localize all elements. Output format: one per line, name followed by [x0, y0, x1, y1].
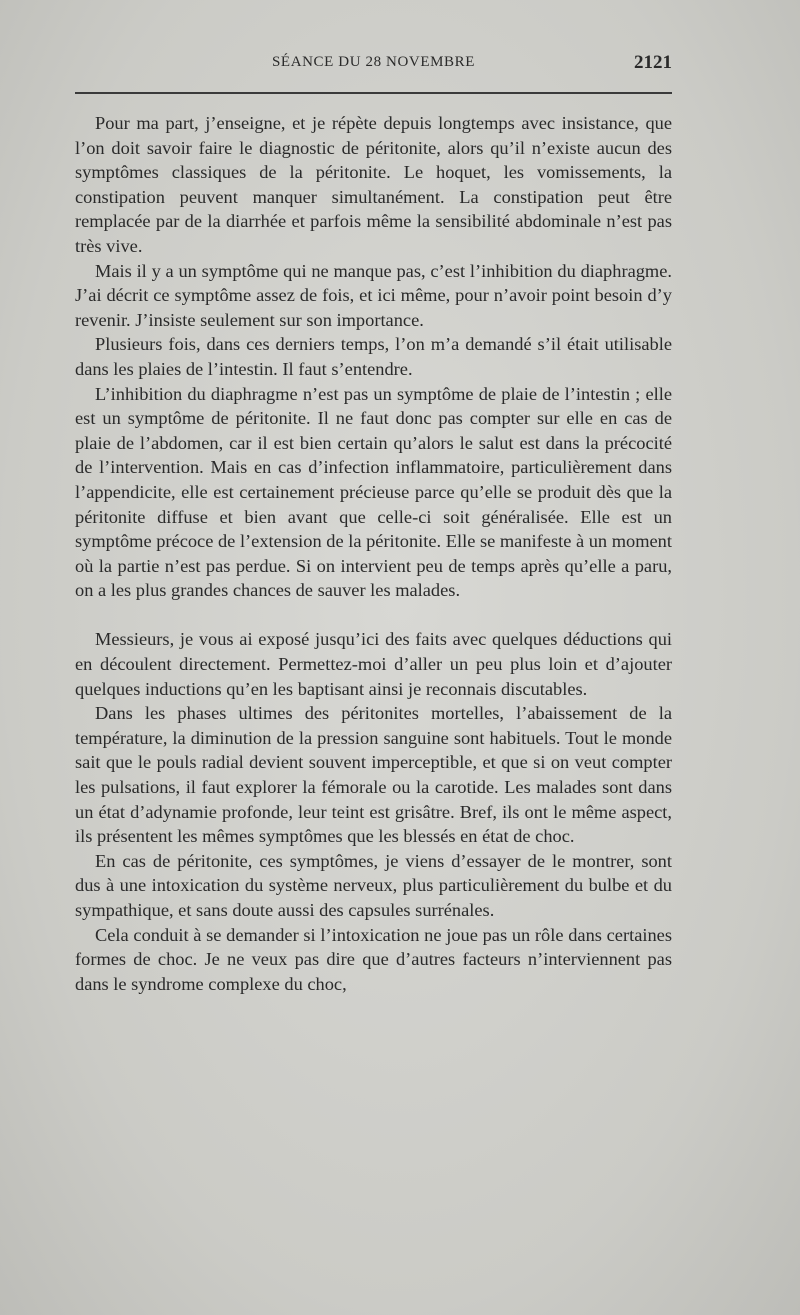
paragraph: En cas de péritonite, ces symptômes, je viens d’essayer de le montrer, sont dus à une intoxication du système nerveux, plus particulièrement du bulbe et du sympathique, et sans doute aussi des capsules surrénales.	[75, 850, 672, 920]
page-number: 2121	[634, 52, 672, 73]
page-header	[75, 52, 672, 76]
paragraph: Pour ma part, j’enseigne, et je répète depuis longtemps avec insistance, que l’on doit savoir faire le diagnostic de péritonite, alors qu’il n’existe aucun des symptômes classiques de la péritonite. Le hoquet, les vomissements, la constipation peuvent manquer simultanément. La constipation peut être remplacée par de la diarrhée et parfois même la sensibilité abdominale n’est pas très vive.	[75, 113, 672, 256]
section-break	[75, 603, 672, 628]
paragraph: Messieurs, je vous ai exposé jusqu’ici des faits avec quelques déductions qui en découlent directement. Permettez-moi d’aller un peu plus loin et d’ajouter quelques inductions qu’en les baptisant ainsi je reconnais discutables.	[75, 629, 672, 699]
paragraph: Dans les phases ultimes des péritonites mortelles, l’abaissement de la température, la diminution de la pression sanguine sont habituels. Tout le monde sait que le pouls radial devient souvent imperceptible, et que si on veut compter les pulsations, il faut explorer la fémorale ou la carotide. Les malades sont dans un état d’adynamie profonde, leur teint est grisâtre. Bref, ils ont le même aspect, ils présentent les mêmes symptômes que les blessés en état de choc.	[75, 703, 672, 847]
paragraph: Cela conduit à se demander si l’intoxication ne joue pas un rôle dans certaines formes de choc. Je ne veux pas dire que d’autres facteurs n’interviennent pas dans le syndrome complexe du choc,	[75, 924, 672, 994]
paragraph: Mais il y a un symptôme qui ne manque pas, c’est l’inhibition du diaphragme. J’ai décrit ce symptôme assez de fois, et ici même, pour n’avoir point besoin d’y revenir. J’insiste seulement sur son importance.	[75, 260, 672, 330]
header-rule	[75, 92, 672, 94]
paragraph: Plusieurs fois, dans ces derniers temps, l’on m’a demandé s’il était utilisable dans les plaies de l’intestin. Il faut s’entendre.	[75, 334, 672, 379]
running-title: SÉANCE DU 28 NOVEMBRE	[271, 54, 476, 70]
paragraph: L’inhibition du diaphragme n’est pas un symptôme de plaie de l’intestin ; elle est un symptôme de péritonite. Il ne faut donc pas compter sur elle en cas de plaie de l’abdomen, car il est bien certain qu’alors le salut est dans la précocité de l’intervention. Mais en cas d’infection inflammatoire, particulièrement dans l’appendicite, elle est certainement précieuse parce qu’elle se produit dès que la péritonite diffuse et bien avant que celle-ci soit généralisée. Elle est un symptôme précoce de l’extension de la péritonite. Elle se manifeste à un moment où la partie n’est pas perdue. Si on intervient peu de temps après qu’elle a paru, on a les plus grandes chances de sauver les malades.	[75, 383, 672, 601]
body-text	[75, 111, 672, 996]
